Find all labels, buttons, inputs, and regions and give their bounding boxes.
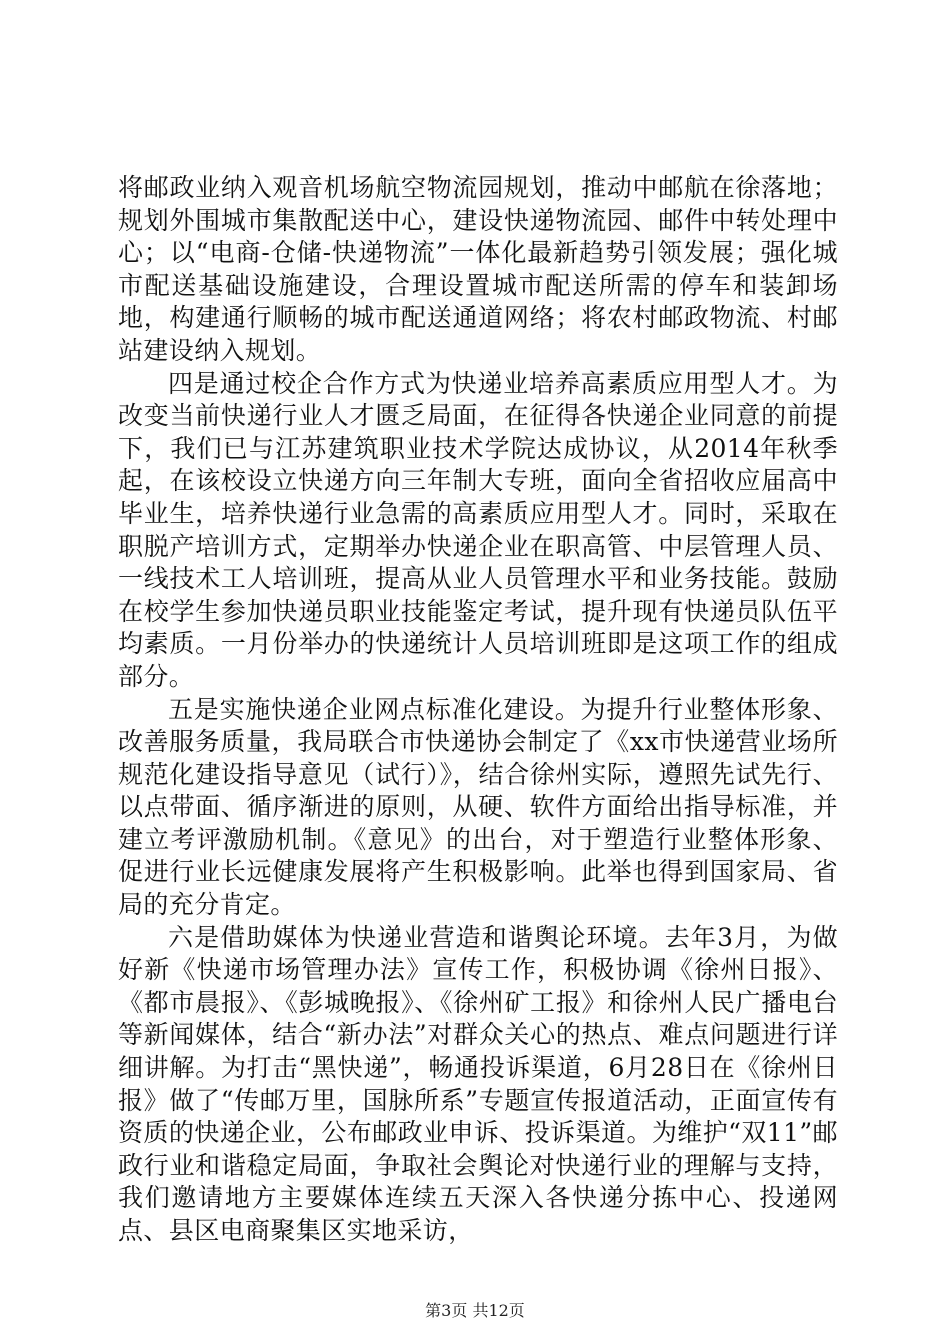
paragraph-continuation: 将邮政业纳入观音机场航空物流园规划，推动中邮航在徐落地；规划外围城市集散配送中心，建设快递物流园、邮件中转处理中心；以“电商-仓储-快递物流”一体化最新趋势引领发展；强化城市配送基础设施建设，合理设置城市配送所需的停车和装卸场地，构建通行顺畅的城市配送通道网络；将农村邮政物流、村邮站建设纳入规划。 xyxy=(118,173,838,365)
paragraph-media-environment: 六是借助媒体为快递业营造和谐舆论环境。去年3月，为做好新《快递市场管理办法》宣传工作，积极协调《徐州日报》、《都市晨报》、《彭城晚报》、《徐州矿工报》和徐州人民广播电台等新闻媒体，结合“新办法”对群众关心的热点、难点问题进行详细讲解。为打击“黑快递”，畅通投诉渠道，6月28日在《徐州日报》做了“传邮万里，国脉所系”专题宣传报道活动，正面宣传有资质的快递企业，公布邮政业申诉、投诉渠道。为维护“双11”邮政行业和谐稳定局面，争取社会舆论对快递行业的理解与支持，我们邀请地方主要媒体连续五天深入各快递分拣中心、投递网点、县区电商聚集区实地采访， xyxy=(118,922,838,1245)
paragraph-talent-training: 四是通过校企合作方式为快递业培养高素质应用型人才。为改变当前快递行业人才匮乏局面，在征得各快递企业同意的前提下，我们已与江苏建筑职业技术学院达成协议，从2014年秋季起，在该校设立快递方向三年制大专班，面向全省招收应届高中毕业生，培养快递行业急需的高素质应用型人才。同时，采取在职脱产培训方式，定期举办快递企业在职高管、中层管理人员、一线技术工人培训班，提高从业人员管理水平和业务技能。鼓励在校学生参加快递员职业技能鉴定考试，提升现有快递员队伍平均素质。一月份举办的快递统计人员培训班即是这项工作的组成部分。 xyxy=(118,368,838,691)
document-body xyxy=(118,172,838,1248)
paragraph-outlet-standardization: 五是实施快递企业网点标准化建设。为提升行业整体形象、改善服务质量，我局联合市快递协会制定了《xx市快递营业场所规范化建设指导意见（试行）》，结合徐州实际，遵照先试先行、以点带面、循序渐进的原则，从硬、软件方面给出指导标准，并建立考评激励机制。《意见》的出台，对于塑造行业整体形象、促进行业长远健康发展将产生积极影响。此举也得到国家局、省局的充分肯定。 xyxy=(118,694,838,920)
page-footer: 第3页 共12页 xyxy=(425,1301,525,1320)
